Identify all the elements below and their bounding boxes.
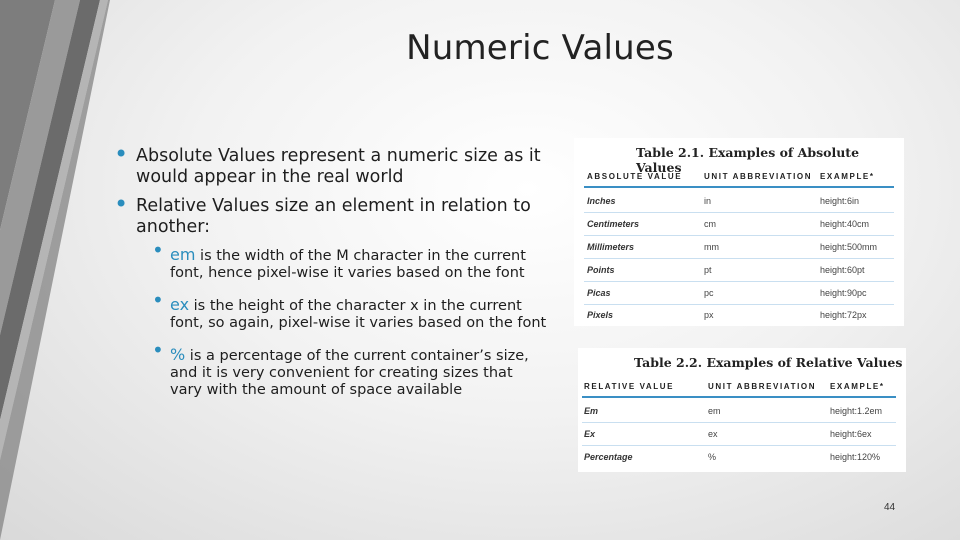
relative-values-table	[578, 348, 906, 472]
table-row	[584, 259, 894, 282]
table-cell: px	[704, 310, 714, 320]
table-cell: pt	[704, 265, 712, 275]
table-cell: Ex	[584, 429, 596, 439]
header-cell: EXAMPLE*	[820, 172, 875, 181]
slide-title: Numeric Values	[406, 28, 674, 68]
table-cell: height:6in	[820, 196, 860, 206]
header-cell: UNIT ABBREVIATION	[708, 382, 817, 391]
bullet-item	[114, 140, 548, 188]
table-cell: %	[708, 452, 717, 462]
bullet-icon: •	[114, 140, 129, 168]
header-cell: EXAMPLE*	[830, 382, 885, 391]
bullet-list	[114, 140, 548, 413]
table-cell: height:6ex	[830, 429, 872, 439]
bullet-item	[114, 190, 548, 238]
table-cell: height:90pc	[820, 288, 867, 298]
table-row	[584, 304, 894, 326]
table-caption: Table 2.2. Examples of Relative Values	[634, 355, 903, 370]
table-cell: height:500mm	[820, 242, 878, 252]
sub-bullet-item	[152, 338, 548, 399]
bullet-text: Absolute Values represent a numeric size as it would appear in the real world	[136, 146, 541, 187]
sub-bullet-item	[152, 288, 548, 332]
keyword: em	[170, 245, 196, 264]
header-cell: ABSOLUTE VALUE	[587, 172, 683, 181]
page-number: 44	[884, 502, 896, 513]
absolute-values-table	[574, 138, 904, 326]
table-row	[584, 236, 894, 259]
table-cell: em	[708, 406, 721, 416]
table-row	[584, 282, 894, 305]
table-cell: ex	[708, 429, 718, 439]
table-cell: height:40cm	[820, 219, 870, 229]
table-cell: Picas	[587, 288, 611, 298]
bullet-icon: •	[152, 338, 164, 362]
table-cell: Centimeters	[587, 219, 640, 229]
bullet-text: Relative Values size an element in relation to another:	[136, 196, 531, 237]
bullet-icon: •	[152, 238, 164, 262]
table-cell: pc	[704, 288, 714, 298]
sub-bullet-text: is a percentage of the current container’s size, and it is very convenient for creating sizes that vary with the amount of space available	[170, 348, 529, 398]
table-row	[582, 400, 896, 423]
table-header	[584, 172, 894, 188]
sub-bullet-text: is the height of the character x in the current font, so again, pixel-wise it varies based on the font	[170, 298, 547, 331]
table-cell: Millimeters	[587, 242, 635, 252]
table-cell: mm	[704, 242, 719, 252]
table-cell: Inches	[587, 196, 616, 206]
table-header	[582, 382, 896, 398]
table-cell: Points	[587, 265, 615, 275]
table-row	[582, 446, 896, 468]
table-cell: height:120%	[830, 452, 881, 462]
table-cell: height:72px	[820, 310, 867, 320]
table-cell: cm	[704, 219, 716, 229]
table-cell: Pixels	[587, 310, 614, 320]
table-row	[584, 213, 894, 236]
bullet-icon: •	[152, 288, 164, 312]
table-cell: Em	[584, 406, 599, 416]
table-cell: Percentage	[584, 452, 633, 462]
sub-bullet-text: is the width of the M character in the current font, hence pixel-wise it varies based on the font	[170, 248, 526, 281]
table-row	[582, 423, 896, 446]
table-cell: height:60pt	[820, 265, 865, 275]
decorative-stripes	[0, 0, 110, 540]
table-row	[584, 190, 894, 213]
header-cell: UNIT ABBREVIATION	[704, 172, 813, 181]
bullet-icon: •	[114, 190, 129, 218]
keyword: ex	[170, 295, 190, 314]
table-cell: in	[704, 196, 712, 206]
table-cell: height:1.2em	[830, 406, 883, 416]
keyword: %	[170, 345, 186, 364]
header-cell: RELATIVE VALUE	[584, 382, 675, 391]
sub-bullet-item	[152, 238, 548, 282]
table-caption: Table 2.1. Examples of Absolute Values	[636, 145, 860, 175]
